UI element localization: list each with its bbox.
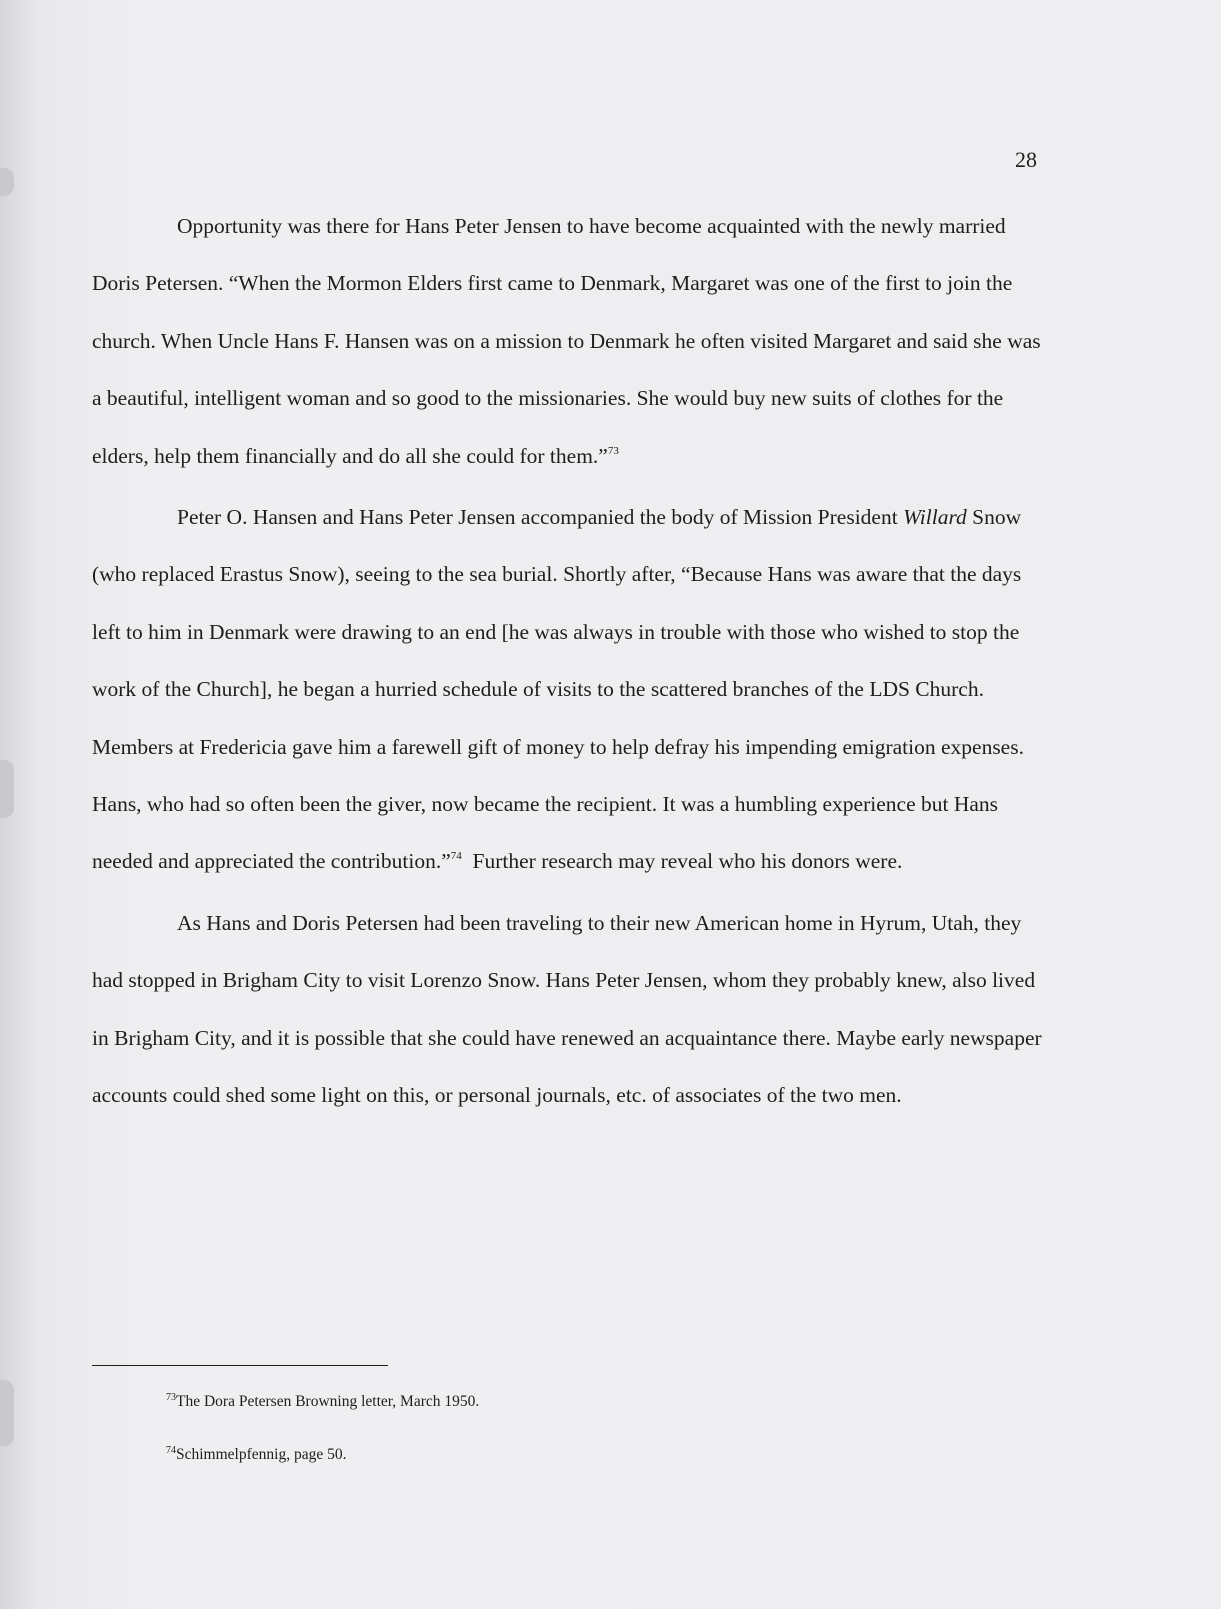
body-text bbox=[92, 198, 1052, 1125]
footnote-74-number: 74 bbox=[166, 1445, 176, 1456]
footnote-73-text: The Dora Petersen Browning letter, March 1950. bbox=[176, 1393, 480, 1410]
paragraph-1-text: Opportunity was there for Hans Peter Jensen to have become acquainted with the newly married Doris Petersen. “When the Mormon Elders first came to Denmark, Margaret was one of the first to join the church. When Uncle Hans F. Hansen was on a mission to Denmark he often visited Margaret and said she was a beautiful, intelligent woman and so good to the missionaries. She would buy new suits of clothes for the elders, help them financially and do all she could for them.” bbox=[92, 214, 1041, 468]
footnote-73-number: 73 bbox=[166, 1392, 176, 1403]
paragraph-2-text-end: Further research may reveal who his donors were. bbox=[461, 849, 903, 874]
paragraph-2-italic-name: Willard bbox=[903, 505, 967, 530]
footnote-74 bbox=[166, 1444, 346, 1468]
page-number: 28 bbox=[1015, 147, 1037, 172]
page-edge-mark bbox=[0, 760, 14, 818]
page-edge-mark bbox=[0, 1380, 14, 1446]
footnote-ref-73: 73 bbox=[607, 444, 619, 457]
footnote-74-text: Schimmelpfennig, page 50. bbox=[176, 1446, 347, 1463]
footnote-separator bbox=[92, 1365, 388, 1366]
footnote-ref-74: 74 bbox=[450, 850, 462, 863]
paragraph-2 bbox=[92, 489, 1052, 895]
page-edge-mark bbox=[0, 168, 14, 196]
paragraph-2-text-start: Peter O. Hansen and Hans Peter Jensen accompanied the body of Mission President bbox=[177, 505, 904, 530]
paragraph-2-text-middle: Snow (who replaced Erastus Snow), seeing to the sea burial. Shortly after, “Because Hans was aware that the days left to him in Denmark were drawing to an end [he was always in trouble with those who wished to stop the work of the Church], he began a hurried schedule of visits to the scattered branches of the LDS Church. Members at Fredericia gave him a farewell gift of money to help defray his impending emigration expenses. Hans, who had so often been the giver, now became the recipient. It was a humbling experience but Hans needed and appreciated the contribution.” bbox=[92, 505, 1024, 874]
paragraph-1 bbox=[92, 198, 1052, 489]
footnote-73 bbox=[166, 1391, 479, 1415]
paragraph-3-text: As Hans and Doris Petersen had been traveling to their new American home in Hyrum, Utah, they had stopped in Brigham City to visit Lorenzo Snow. Hans Peter Jensen, whom they probably knew, also lived in Brigham City, and it is possible that she could have renewed an acquaintance there. Maybe early newspaper accounts could shed some light on this, or personal journals, etc. of associates of the two men. bbox=[92, 910, 1042, 1108]
paragraph-3 bbox=[92, 895, 1052, 1125]
